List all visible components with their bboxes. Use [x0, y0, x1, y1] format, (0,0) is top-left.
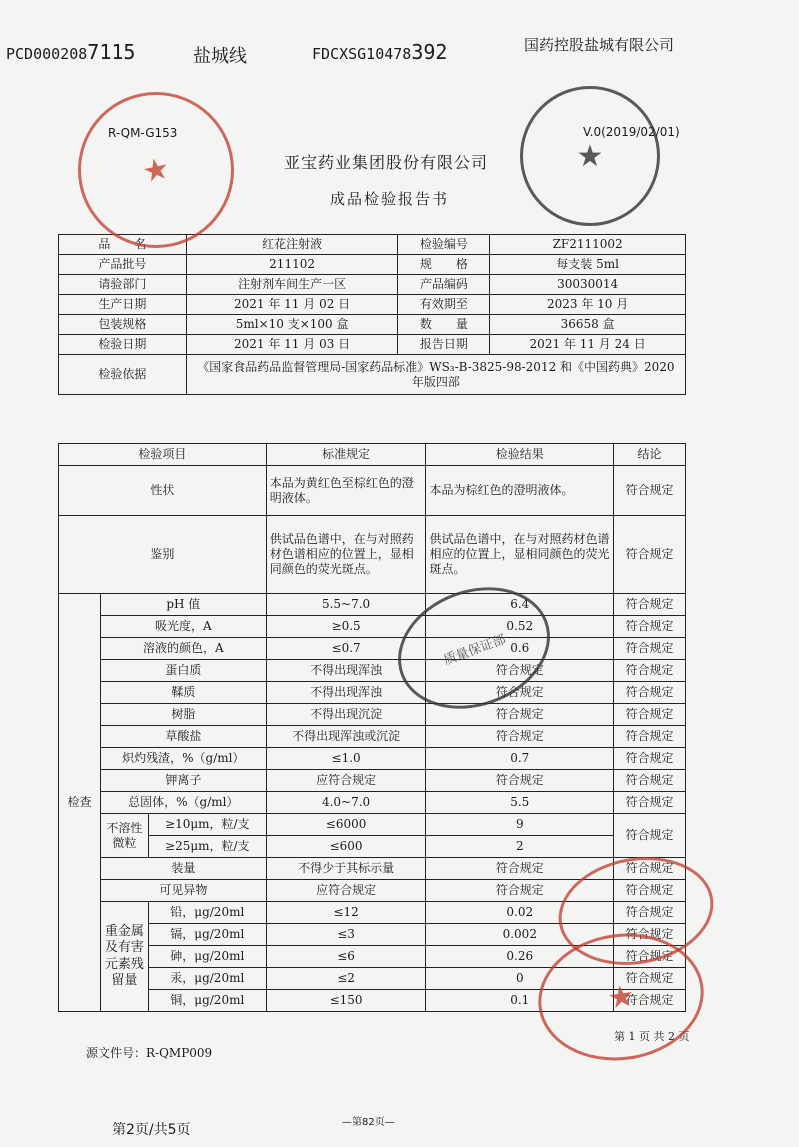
row-item: 砷，μg/20ml [148, 946, 266, 968]
check-label: 检查 [59, 594, 101, 1012]
row-result: 符合规定 [426, 770, 614, 792]
row-std: 5.5~7.0 [266, 594, 426, 616]
row-std: ≤3 [266, 924, 426, 946]
row-item: 装量 [100, 858, 266, 880]
info-value: 每支装 5ml [490, 255, 686, 275]
row-std: ≤0.7 [266, 638, 426, 660]
row-conclusion: 符合规定 [614, 466, 686, 516]
page-number: —第82页— [342, 1117, 395, 1128]
row-result: 5.5 [426, 792, 614, 814]
row-result: 本品为棕红色的澄明液体。 [426, 466, 614, 516]
star-icon: ★ [605, 977, 637, 1017]
document-code-suffix: 7115 [87, 40, 136, 64]
info-basis: 《国家食品药品监督管理局-国家药品标准》WS₃-B-3825-98-2012 和《中国药典》2020 年版四部 [186, 355, 685, 395]
row-std: 应符合规定 [266, 770, 426, 792]
row-std: 不得出现沉淀 [266, 704, 426, 726]
info-value: 2021 年 11 月 24 日 [490, 335, 686, 355]
row-item: 鞣质 [100, 682, 266, 704]
row-item: 可见异物 [100, 880, 266, 902]
row-result: 9 [426, 814, 614, 836]
header-company: 国药控股盐城有限公司 [524, 36, 675, 54]
fdc-code [312, 40, 447, 64]
info-value: 30030014 [490, 275, 686, 295]
star-icon: ★ [139, 150, 173, 190]
row-item: ≥25μm，粒/支 [148, 836, 266, 858]
row-conclusion: 符合规定 [614, 770, 686, 792]
row-conclusion: 符合规定 [614, 660, 686, 682]
info-label: 产品批号 [59, 255, 187, 275]
row-result: 2 [426, 836, 614, 858]
row-item: 鉴别 [59, 516, 267, 594]
info-value: 36658 盒 [490, 315, 686, 335]
row-result: 符合规定 [426, 704, 614, 726]
document-code-prefix: PCD000208 [6, 45, 88, 63]
row-std: ≤150 [266, 990, 426, 1012]
product-info-table [58, 234, 686, 395]
row-result: 0 [426, 968, 614, 990]
row-result: 6.4 [426, 594, 614, 616]
row-item: 草酸盐 [100, 726, 266, 748]
form-number: R-QM-G153 [108, 126, 178, 140]
stamp-release [520, 86, 660, 226]
info-value: ZF2111002 [490, 235, 686, 255]
row-item: 钾离子 [100, 770, 266, 792]
row-result: 符合规定 [426, 880, 614, 902]
star-icon: ★ [576, 138, 604, 174]
fdc-code-prefix: FDCXSG10478 [312, 45, 412, 63]
row-result: 0.002 [426, 924, 614, 946]
info-value: 211102 [186, 255, 398, 275]
info-label: 规 格 [398, 255, 490, 275]
line-label: 盐城线 [193, 46, 247, 67]
row-item: 炽灼残渣，%（g/ml） [100, 748, 266, 770]
row-conclusion: 符合规定 [614, 902, 686, 924]
row-result: 符合规定 [426, 726, 614, 748]
row-std: 不得出现浑浊或沉淀 [266, 726, 426, 748]
info-label: 产品编码 [398, 275, 490, 295]
row-result: 0.52 [426, 616, 614, 638]
row-conclusion: 符合规定 [614, 516, 686, 594]
info-label: 有效期至 [398, 295, 490, 315]
row-item: ≥10μm，粒/支 [148, 814, 266, 836]
row-item: 蛋白质 [100, 660, 266, 682]
row-std: 不得出现浑浊 [266, 660, 426, 682]
row-conclusion: 符合规定 [614, 704, 686, 726]
row-result: 供试品色谱中，在与对照药材色谱相应的位置上，显相同颜色的荧光斑点。 [426, 516, 614, 594]
row-std: ≥0.5 [266, 616, 426, 638]
row-item: 溶液的颜色，A [100, 638, 266, 660]
insoluble-label: 不溶性微粒 [100, 814, 148, 858]
info-value: 5ml×10 支×100 盒 [186, 315, 398, 335]
row-std: 不得少于其标示量 [266, 858, 426, 880]
row-conclusion: 符合规定 [614, 814, 686, 858]
row-std: 供试品色谱中，在与对照药材色谱相应的位置上，显相同颜色的荧光斑点。 [266, 516, 426, 594]
row-result: 符合规定 [426, 858, 614, 880]
row-conclusion: 符合规定 [614, 594, 686, 616]
info-label: 品 名 [59, 235, 187, 255]
source-doc: 源文件号：R-QMP009 [86, 1046, 213, 1060]
info-label: 检验编号 [398, 235, 490, 255]
row-conclusion: 符合规定 [614, 638, 686, 660]
row-item: 镉，μg/20ml [148, 924, 266, 946]
row-std: 4.0~7.0 [266, 792, 426, 814]
row-result: 0.6 [426, 638, 614, 660]
row-std: ≤2 [266, 968, 426, 990]
page-of: 第 1 页 共 2 页 [614, 1030, 690, 1043]
row-std: ≤600 [266, 836, 426, 858]
row-std: ≤6000 [266, 814, 426, 836]
row-conclusion: 符合规定 [614, 682, 686, 704]
report-title: 成品检验报告书 [330, 190, 450, 208]
fdc-code-suffix: 392 [411, 40, 448, 64]
info-label: 生产日期 [59, 295, 187, 315]
row-result: 符合规定 [426, 682, 614, 704]
row-conclusion: 符合规定 [614, 924, 686, 946]
info-value: 2023 年 10 月 [490, 295, 686, 315]
info-label: 请验部门 [59, 275, 187, 295]
row-std: 应符合规定 [266, 880, 426, 902]
row-std: 本品为黄红色至棕红色的澄明液体。 [266, 466, 426, 516]
row-conclusion: 符合规定 [614, 880, 686, 902]
stamp-qa-text: 质量保证部 [441, 631, 508, 669]
row-std: ≤6 [266, 946, 426, 968]
row-conclusion: 符合规定 [614, 726, 686, 748]
info-value: 2021 年 11 月 03 日 [186, 335, 398, 355]
row-result: 0.26 [426, 946, 614, 968]
info-value: 2021 年 11 月 02 日 [186, 295, 398, 315]
info-label: 包装规格 [59, 315, 187, 335]
row-item: 吸光度，A [100, 616, 266, 638]
row-result: 符合规定 [426, 660, 614, 682]
row-conclusion: 符合规定 [614, 748, 686, 770]
row-item: pH 值 [100, 594, 266, 616]
results-header-item: 检验项目 [59, 444, 267, 466]
row-conclusion: 符合规定 [614, 858, 686, 880]
results-header-result: 检验结果 [426, 444, 614, 466]
row-result: 0.02 [426, 902, 614, 924]
row-item: 树脂 [100, 704, 266, 726]
row-conclusion: 符合规定 [614, 792, 686, 814]
info-label: 数 量 [398, 315, 490, 335]
row-conclusion: 符合规定 [614, 946, 686, 968]
info-label: 报告日期 [398, 335, 490, 355]
row-item: 总固体，%（g/ml） [100, 792, 266, 814]
version-label: V.0(2019/02/01) [583, 125, 680, 139]
row-std: ≤1.0 [266, 748, 426, 770]
info-label: 检验依据 [59, 355, 187, 395]
row-std: ≤12 [266, 902, 426, 924]
row-item: 铅，μg/20ml [148, 902, 266, 924]
info-value: 红花注射液 [186, 235, 398, 255]
document-code [6, 40, 135, 64]
row-conclusion: 符合规定 [614, 968, 686, 990]
row-conclusion: 符合规定 [614, 990, 686, 1012]
info-label: 检验日期 [59, 335, 187, 355]
row-std: 不得出现浑浊 [266, 682, 426, 704]
row-item: 汞，μg/20ml [148, 968, 266, 990]
row-result: 0.7 [426, 748, 614, 770]
row-conclusion: 符合规定 [614, 616, 686, 638]
row-item: 性状 [59, 466, 267, 516]
metals-label: 重金属及有害元素残留量 [100, 902, 148, 1012]
page-total: 第2页/共5页 [112, 1122, 191, 1138]
report-company: 亚宝药业集团股份有限公司 [284, 153, 489, 172]
results-header-conclusion: 结论 [614, 444, 686, 466]
row-result: 0.1 [426, 990, 614, 1012]
row-item: 铜，μg/20ml [148, 990, 266, 1012]
results-header-std: 标准规定 [266, 444, 426, 466]
info-value: 注射剂车间生产一区 [186, 275, 398, 295]
